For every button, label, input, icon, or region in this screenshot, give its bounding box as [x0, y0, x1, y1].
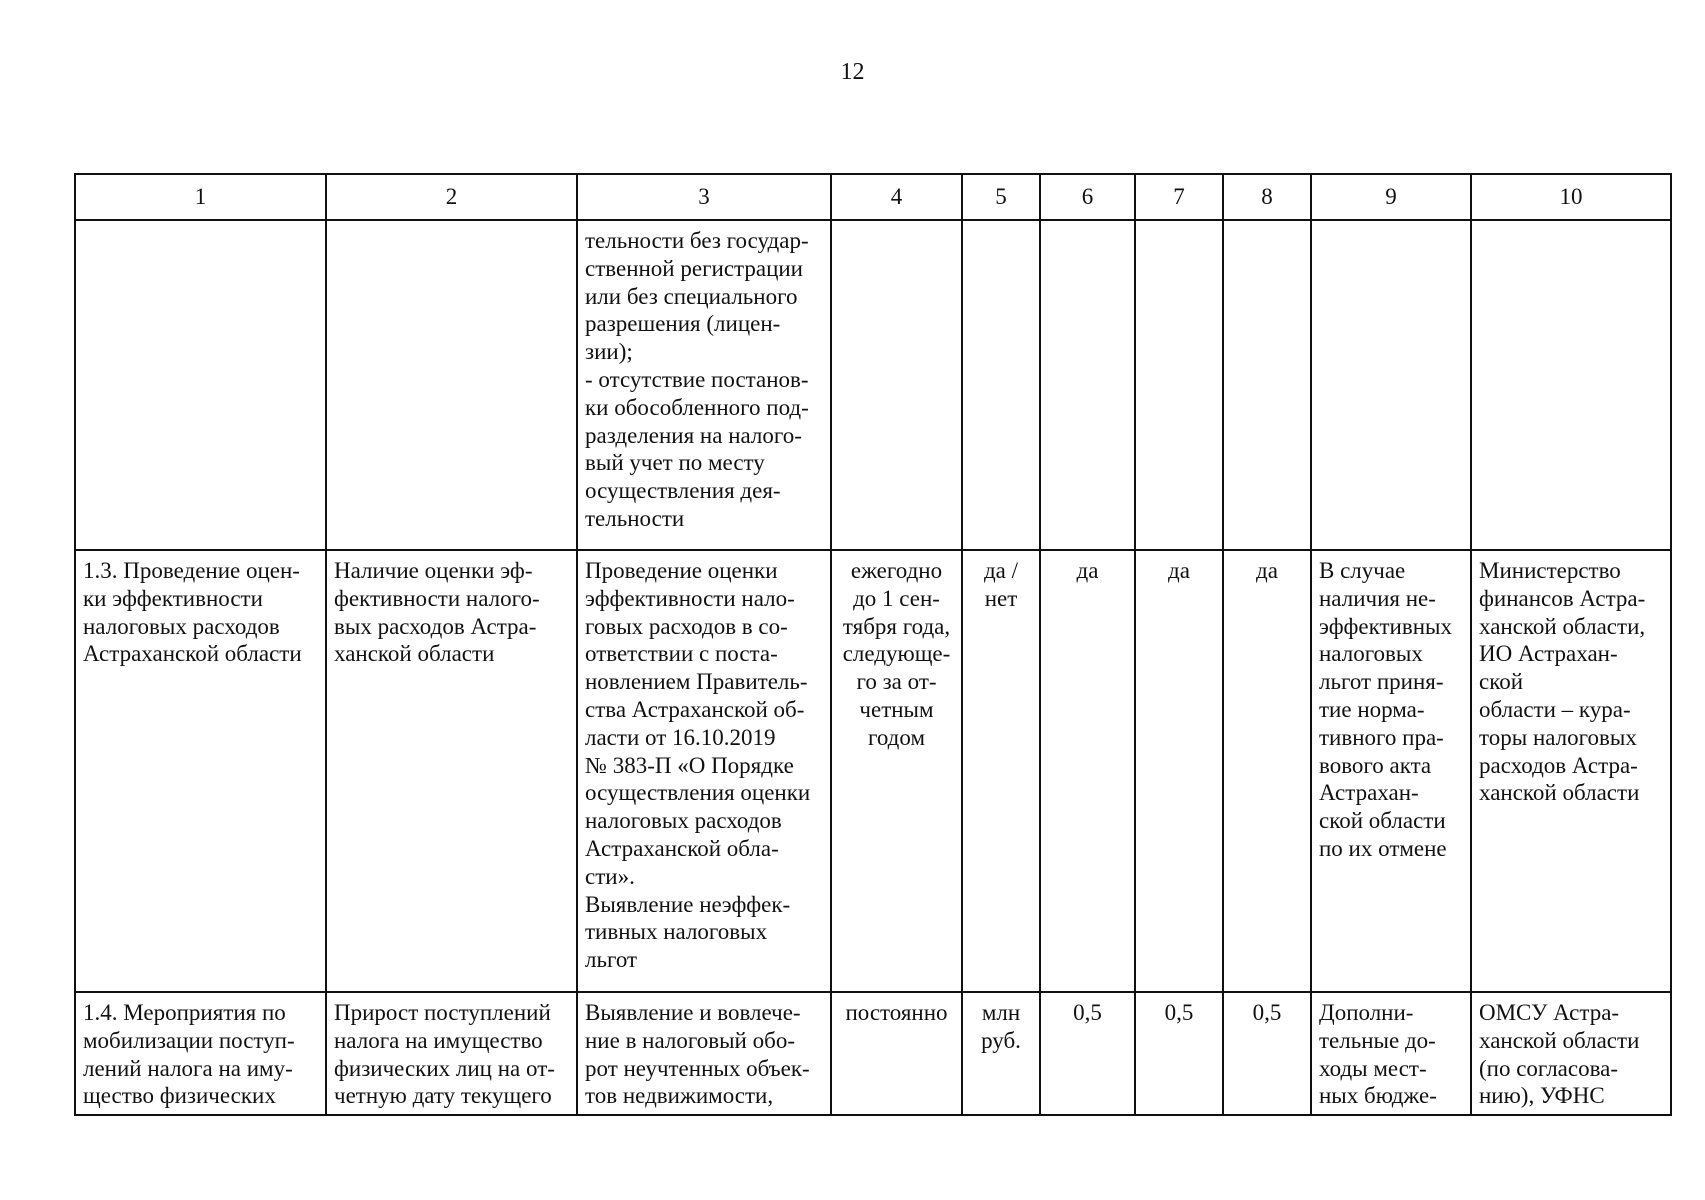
table-cell: ОМСУ Астра- ханской области (по согласова- нию), УФНС	[1471, 992, 1671, 1115]
table-cell	[831, 220, 962, 550]
column-header: 5	[962, 174, 1040, 220]
column-header: 8	[1223, 174, 1311, 220]
table-cell: да	[1040, 550, 1135, 992]
table-cell: 0,5	[1223, 992, 1311, 1115]
table-cell	[1040, 220, 1135, 550]
table-cell: 1.3. Проведение оцен- ки эффективности налоговых расходов Астраханской области	[75, 550, 326, 992]
table-cell: Наличие оценки эф- фективности налого- вых расходов Астра- ханской области	[326, 550, 577, 992]
table-cell: Дополни- тельные до- ходы мест- ных бюдже-	[1311, 992, 1471, 1115]
table-cell	[962, 220, 1040, 550]
table-cell	[1471, 220, 1671, 550]
column-header: 10	[1471, 174, 1671, 220]
table-cell	[1223, 220, 1311, 550]
column-header: 7	[1135, 174, 1223, 220]
table-cell: да	[1135, 550, 1223, 992]
table-row	[75, 220, 1671, 550]
column-header: 6	[1040, 174, 1135, 220]
table-cell	[1135, 220, 1223, 550]
table-row	[75, 550, 1671, 992]
table-cell: постоянно	[831, 992, 962, 1115]
column-header: 9	[1311, 174, 1471, 220]
table-cell: Министерство финансов Астра- ханской области, ИО Астрахан- ской области – кура- торы налоговых расходов Астра- ханской области	[1471, 550, 1671, 992]
table-cell: 0,5	[1040, 992, 1135, 1115]
column-header: 3	[577, 174, 831, 220]
column-header: 4	[831, 174, 962, 220]
table-cell: млн руб.	[962, 992, 1040, 1115]
table-cell: 1.4. Мероприятия по мобилизации поступ- лений налога на иму- щество физических	[75, 992, 326, 1115]
table-cell: Прирост поступлений налога на имущество физических лиц на от- четную дату текущего	[326, 992, 577, 1115]
table-cell: да	[1223, 550, 1311, 992]
table-cell: да / нет	[962, 550, 1040, 992]
table-cell: Проведение оценки эффективности нало- говых расходов в со- ответствии с поста- новлением Правитель- ства Астраханской об- ласти от 16.10.2019 № 383-П «О Порядке осуществления оценки налоговых расходов Астраханской обла- сти». Выявление неэффек- тивных налоговых льгот	[577, 550, 831, 992]
table-row	[75, 992, 1671, 1115]
table-cell: В случае наличия не- эффективных налоговых льгот приня- тие норма- тивного пра- вового акта Астрахан- ской области по их отмене	[1311, 550, 1471, 992]
table-header-row	[75, 174, 1671, 220]
table-cell	[1311, 220, 1471, 550]
column-header: 1	[75, 174, 326, 220]
table-cell	[75, 220, 326, 550]
table-cell: ежегодно до 1 сен- тября года, следующе- го за от- четным годом	[831, 550, 962, 992]
table-cell	[326, 220, 577, 550]
table-cell: тельности без государ- ственной регистрации или без специального разрешения (лицен- зии); - отсутствие постанов- ки обособленного под- разделения на налого- вый учет по месту осуществления дея- тельности	[577, 220, 831, 550]
table-cell: Выявление и вовлече- ние в налоговый обо- рот неучтенных объек- тов недвижимости,	[577, 992, 831, 1115]
column-header: 2	[326, 174, 577, 220]
page-number: 12	[840, 59, 865, 85]
table-cell: 0,5	[1135, 992, 1223, 1115]
measures-table	[74, 173, 1672, 1116]
